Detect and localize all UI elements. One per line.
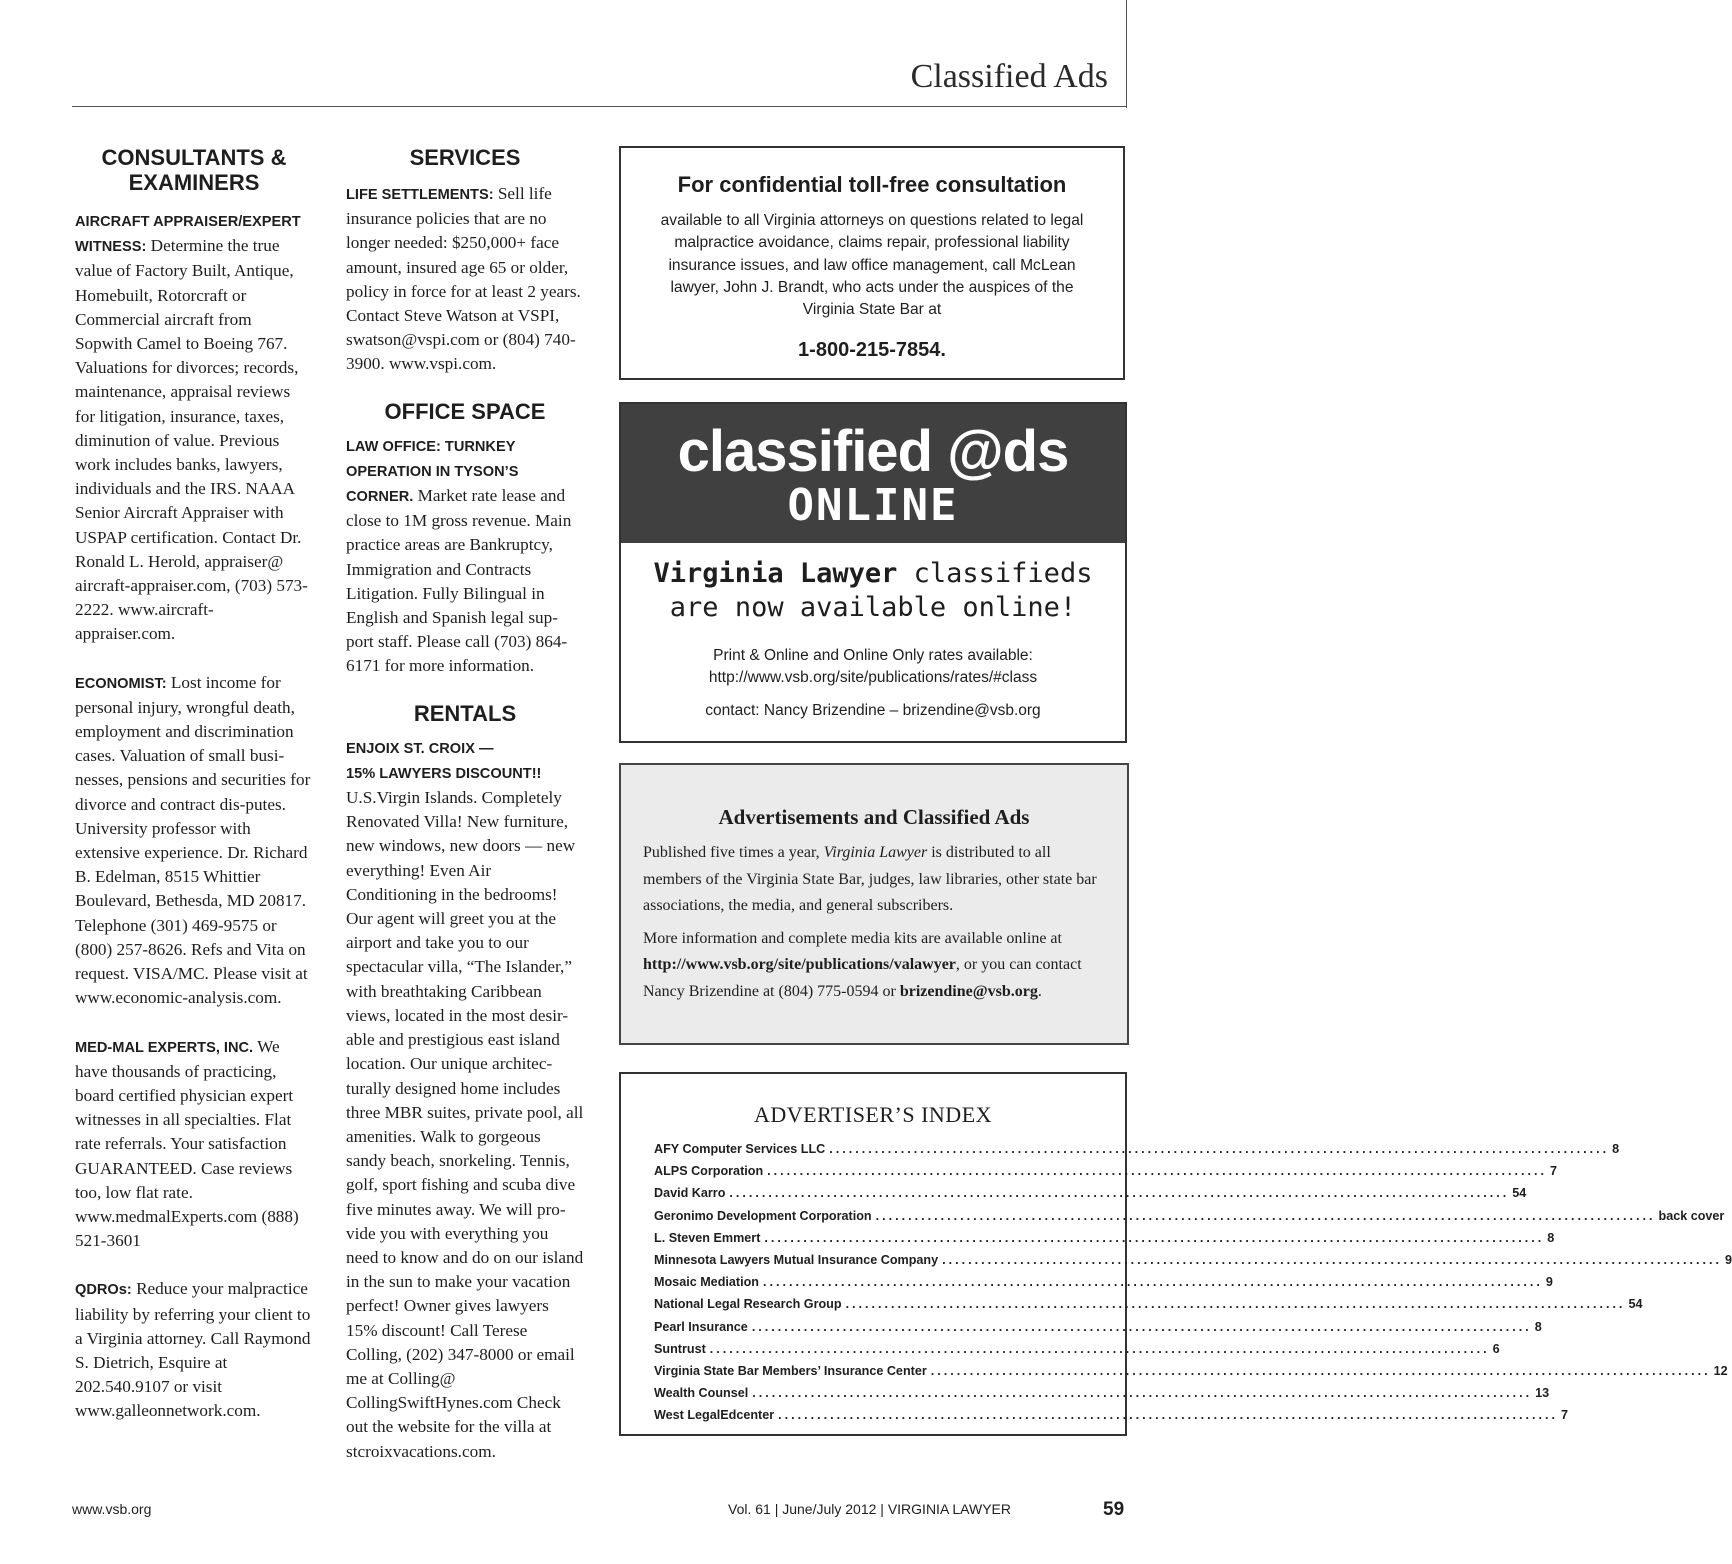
advertiser-index-row	[654, 1249, 1732, 1271]
online-announcement	[621, 557, 1125, 625]
advertiser-index-row	[654, 1382, 1550, 1404]
header-vertical-rule	[1126, 0, 1127, 108]
dot-leader: ........................................................................................................................	[767, 1164, 1548, 1179]
classified-entry-law-office	[346, 434, 584, 679]
advertiser-page: 54	[1628, 1297, 1643, 1312]
dot-leader: ........................................................................................................................	[930, 1363, 1711, 1378]
advertiser-index-row	[654, 1138, 1620, 1160]
entry-text: Determine the true value of Factory Built, Antique, Homebuilt, Rotorcraft or Commercial aircraft from Sopwith Camel to Boeing 767. Valuations for divorces; records, maintenance, appraisal reviews for litigation, insurance, taxes, diminution of value. Previous work includes banks, lawyers, individuals and the IRS. NAAA Senior Aircraft Appraiser with USPAP certification. Contact Dr. Ronald L. Herold, appraiser@ aircraft-appraiser.com, (703) 573-2222. www.aircraft-appraiser.com.	[75, 236, 308, 644]
entry-text: Sell life insurance policies that are no longer needed: $250,000+ face amount, insured age 65 or older, policy in force for at least 2 years. Contact Steve Watson at VSPI, swatson@vspi.com or (804) 740-3900. www.vspi.com.	[346, 184, 581, 374]
dot-leader: ........................................................................................................................	[778, 1408, 1559, 1423]
advertiser-index-row	[654, 1205, 1725, 1227]
advertisements-paragraph-1	[643, 840, 1105, 920]
advertiser-index-row	[654, 1160, 1558, 1182]
consultants-heading-line2: EXAMINERS	[128, 170, 260, 195]
advertiser-name: L. Steven Emmert	[654, 1230, 761, 1245]
entry-text: Market rate lease and close to 1M gross revenue. Main practice areas are Bankruptcy, Immigration and Contracts Litigation. Fully Bilingual in English and Spanish legal sup-port staff. Please call (703) 864-6171 for more information.	[346, 486, 572, 676]
page-number: 59	[1103, 1499, 1125, 1520]
advertiser-page: 8	[1547, 1230, 1555, 1245]
advertisements-paragraph-2	[643, 926, 1105, 1006]
entry-text: Reduce your malpractice liability by referring your client to a Virginia attorney. Call Raymond S. Dietrich, Esquire at 202.540.9107 or visit www.galleonnetwork.com.	[75, 1279, 311, 1421]
advertiser-name: Minnesota Lawyers Mutual Insurance Company	[654, 1252, 939, 1267]
advertiser-index-title: ADVERTISER’S INDEX	[753, 1102, 993, 1127]
p1-text-b: is distributed to all members of the Virginia State Bar, judges, law libraries, other state bar associations, the media, and general subscribers.	[643, 844, 1097, 914]
rates-text: Print & Online and Online Only rates available:	[713, 647, 1033, 664]
classified-entry-qdros	[75, 1277, 313, 1423]
advertiser-name: Virginia State Bar Members’ Insurance Center	[654, 1363, 927, 1378]
entry-lead: LAW OFFICE: TURNKEY OPERATION IN TYSON’S CORNER.	[346, 438, 519, 506]
services-heading: SERVICES	[409, 145, 521, 170]
advertiser-name: Geronimo Development Corporation	[654, 1208, 872, 1223]
advertiser-name: ALPS Corporation	[654, 1164, 764, 1179]
dot-leader: ........................................................................................................................	[752, 1386, 1533, 1401]
entry-lead: QDROs:	[75, 1282, 132, 1299]
entry-lead: ENJOIX ST. CROIX —	[346, 740, 494, 757]
footer-issue-info: Vol. 61 | June/July 2012 | VIRGINIA LAWYER	[728, 1501, 1012, 1517]
classified-entry-medmal	[75, 1035, 313, 1254]
header-rule	[72, 106, 1127, 107]
online-banner	[621, 404, 1125, 543]
consultation-title: For confidential toll-free consultation	[677, 172, 1067, 197]
advertisements-title: Advertisements and Classified Ads	[718, 805, 1030, 829]
advertiser-name: Wealth Counsel	[654, 1386, 749, 1401]
entry-lead: LIFE SETTLEMENTS:	[346, 187, 494, 203]
advertiser-name: West LegalEdcenter	[654, 1408, 775, 1423]
advertiser-index-row	[654, 1316, 1542, 1338]
advertiser-page: 7	[1550, 1164, 1558, 1179]
dot-leader: ........................................................................................................................	[829, 1142, 1610, 1156]
rentals-heading: RENTALS	[413, 700, 517, 726]
consultation-body: available to all Virginia attorneys on questions related to legal malpractice avoidance, claims repair, professional liability insurance issues, and law office management, call McLean lawyer, John J. Brandt, who acts under the auspices of the Virginia State Bar at	[660, 212, 1084, 319]
advertiser-page: 12	[1713, 1363, 1728, 1378]
footer-website[interactable]: www.vsb.org	[72, 1501, 152, 1517]
rates-url[interactable]: http://www.vsb.org/site/publications/rates/#class	[708, 669, 1038, 686]
office-space-heading: OFFICE SPACE	[384, 398, 546, 424]
advertiser-page: 54	[1512, 1186, 1527, 1201]
entry-lead: MED-MAL EXPERTS, INC.	[75, 1039, 254, 1056]
advertiser-name: Pearl Insurance	[654, 1319, 748, 1334]
advertisements-info-box	[619, 763, 1129, 1045]
advertiser-index-row	[654, 1293, 1643, 1315]
contact-email-link[interactable]: brizendine@vsb.org	[899, 982, 1038, 1000]
media-kit-link[interactable]: http://www.vsb.org/site/publications/valawyer	[643, 956, 956, 973]
announcement-line1: classifieds	[913, 558, 1093, 589]
dot-leader: ........................................................................................................................	[751, 1319, 1532, 1334]
publication-name: Virginia Lawyer	[653, 558, 898, 589]
advertiser-page: 8	[1612, 1142, 1620, 1156]
dot-leader: ........................................................................................................................	[729, 1186, 1510, 1201]
consultants-heading	[75, 145, 313, 195]
publication-name: Virginia Lawyer	[823, 844, 928, 861]
classified-entry-aircraft	[75, 209, 313, 647]
classified-entry-life-settlements	[346, 182, 584, 377]
entry-text: U.S.Virgin Islands. Completely Renovated Villa! New furniture, new windows, new doors — new everything! Even Air Conditioning in the bedrooms! Our agent will greet you at the airport and take you to our spectacular villa, “The Islander,” with breathtaking Caribbean views, located in the most desir-able and prestigious east island location. Our unique architec-turally designed home includes three MBR suites, private pool, all amenities. Walk to gorgeous sandy beach, snorkeling. Tennis, golf, sport fishing and scuba dive five minutes away. We will pro-vide you with everything you need to know and do on our island in the sun to make your vacation perfect! Owner gives lawyers 15% discount! Call Terese Colling, (202) 347-8000 or email me at Colling@ CollingSwiftHynes.com Check out the website for the villa at stcroixvacations.com.	[346, 788, 584, 1461]
entry-lead-2: 15% LAWYERS DISCOUNT!!	[346, 765, 542, 782]
advertiser-page: 9	[1725, 1252, 1732, 1267]
p1-text-a: Published five times a year,	[643, 844, 820, 861]
classified-entry-st-croix	[346, 736, 584, 1464]
section-title: Classified Ads	[910, 58, 1108, 95]
dot-leader: ........................................................................................................................	[942, 1252, 1722, 1267]
advertiser-index-row	[654, 1271, 1553, 1293]
consultation-box	[619, 146, 1125, 380]
dot-leader: ........................................................................................................................	[845, 1297, 1626, 1312]
p2-text-a: More information and complete media kits are available online at	[643, 929, 1062, 947]
column-consultants	[75, 145, 313, 1448]
announcement-line2: are now available online!	[669, 592, 1077, 623]
dot-leader: ........................................................................................................................	[762, 1275, 1543, 1290]
p2-text-b: , or you can contact Nancy Brizendine at (804) 775-0594 or	[643, 956, 1082, 1000]
classified-entry-economist	[75, 671, 313, 1011]
advertiser-page: 9	[1545, 1275, 1553, 1290]
entry-lead: ECONOMIST:	[75, 675, 167, 692]
advertiser-index-box	[619, 1072, 1732, 1436]
online-contact: contact: Nancy Brizendine – brizendine@vsb.org	[705, 702, 1041, 719]
advertiser-index-row	[654, 1338, 1500, 1360]
advertiser-name: National Legal Research Group	[654, 1297, 842, 1312]
advertiser-page: 13	[1535, 1386, 1550, 1401]
advertiser-name: Suntrust	[654, 1341, 706, 1356]
advertiser-page: 8	[1534, 1319, 1542, 1334]
advertiser-index-row	[654, 1360, 1728, 1382]
advertiser-index-row	[654, 1404, 1569, 1426]
online-banner-line1: classified @ds	[677, 419, 1069, 484]
advertiser-name: AFY Computer Services LLC	[654, 1142, 826, 1156]
online-banner-line2: ONLINE	[787, 480, 959, 531]
dot-leader: ........................................................................................................................	[709, 1341, 1490, 1356]
advertiser-page: 7	[1561, 1408, 1569, 1423]
entry-lead: AIRCRAFT APPRAISER/EXPERT WITNESS:	[75, 214, 301, 256]
advertiser-index-row	[654, 1182, 1527, 1204]
advertiser-index-row	[654, 1227, 1555, 1249]
entry-text: We have thousands of practicing, board certified physician expert witnesses in all specialties. Flat rate referrals. Your satisfaction GUARANTEED. Case reviews too, low flat rate. www.medmalExperts.com (888) 521-3601	[75, 1036, 299, 1251]
advertiser-page: 6	[1492, 1341, 1500, 1356]
advertiser-index-list	[654, 1138, 1732, 1426]
consultants-heading-line1: CONSULTANTS &	[101, 145, 287, 170]
advertiser-name: David Karro	[654, 1186, 726, 1201]
advertiser-page: back cover	[1658, 1208, 1725, 1223]
consultation-phone: 1-800-215-7854.	[798, 339, 946, 362]
dot-leader: ........................................................................................................................	[875, 1208, 1656, 1223]
p2-text-c: .	[1037, 982, 1042, 1000]
dot-leader: ........................................................................................................................	[764, 1230, 1545, 1245]
online-classifieds-box	[619, 402, 1127, 743]
advertiser-name: Mosaic Mediation	[654, 1275, 759, 1290]
column-services	[346, 145, 584, 1464]
entry-text: Lost income for personal injury, wrongful death, employment and discrimination cases. Valuation of small busi-nesses, pensions and securities for divorce and contract dis-putes. University professor with extensive experience. Dr. Richard B. Edelman, 8515 Whittier Boulevard, Bethesda, MD 20817. Telephone (301) 469-9575 or (800) 257-8626. Refs and Vita on request. VISA/MC. Please visit at www.economic-analysis.com.	[75, 672, 311, 1008]
